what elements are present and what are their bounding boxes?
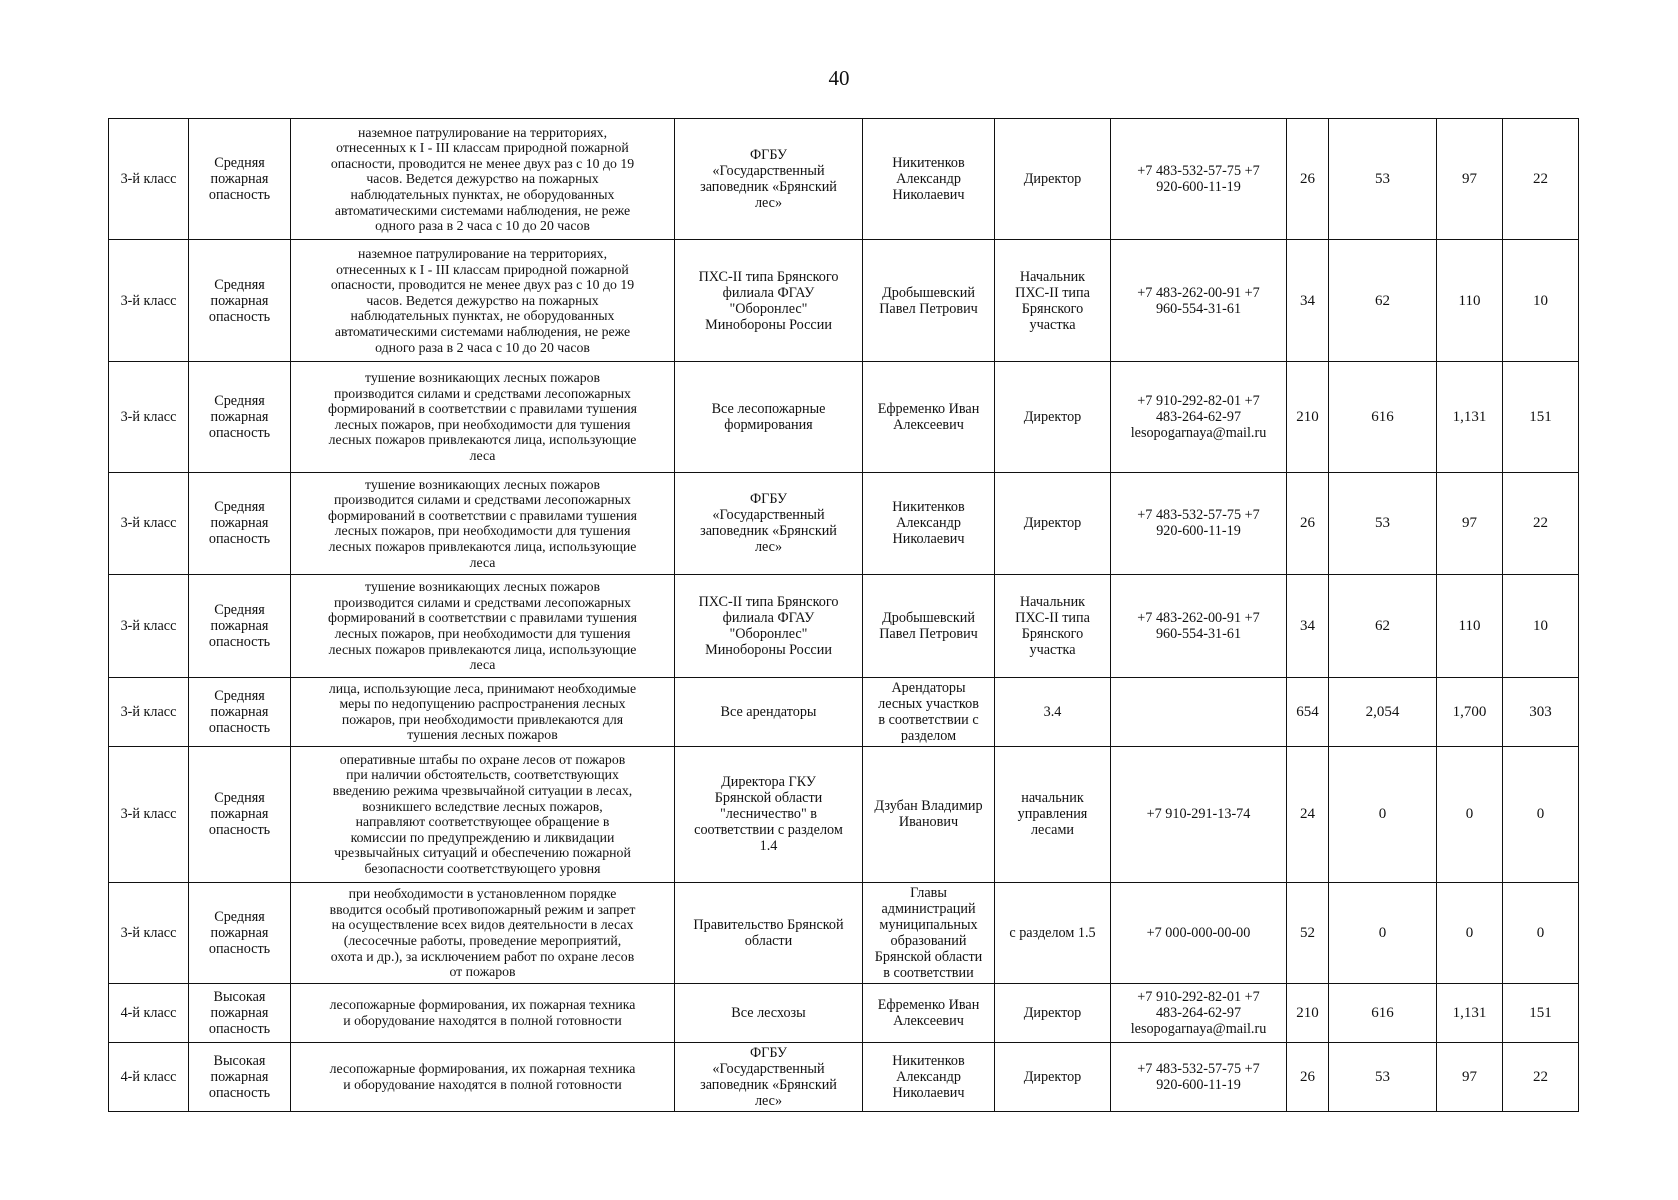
position-text: Директор [1023,1005,1082,1022]
responsible-person-cell [863,119,995,240]
count-value-4-cell [1503,240,1579,361]
contact-phone-text: +7 910-292-82-01 +7 483-264-62-97 lesopogarnaya@mail.ru [1130,392,1267,441]
count-value-4-text: 22 [1533,515,1548,532]
count-value-4-cell [1503,882,1579,983]
position-cell [995,677,1111,746]
measures-description-text: наземное патрулирование на территориях, отнесенных к I - III классам природной пожарной опасности, проводится не менее двух раз с 10 до 19 часов. Ведется дежурство на пожарных наблюдательных пунктах, не оборудованных автоматическими системами наблюдения, не реже одного раза в 2 часа с 10 до 20 часов [330,124,635,234]
measures-description-cell [291,472,675,575]
class-text: 3-й класс [120,408,177,425]
contact-phone-cell [1111,677,1287,746]
danger-level-text: Средняя пожарная опасность [208,790,271,839]
count-value-4-cell [1503,575,1579,678]
position-cell [995,746,1111,882]
danger-level-cell [189,240,291,361]
count-value-3-cell [1437,575,1503,678]
count-value-3-cell [1437,472,1503,575]
class-cell [109,119,189,240]
count-value-3-text: 97 [1462,1068,1477,1085]
organization-cell [675,677,863,746]
danger-level-cell [189,472,291,575]
count-value-2-text: 0 [1378,925,1387,942]
contact-phone-cell [1111,119,1287,240]
count-value-3-text: 1,700 [1452,703,1487,720]
responsible-person-text: Дробышевский Павел Петрович [879,284,978,317]
contact-phone-cell [1111,472,1287,575]
table-row [109,1042,1579,1111]
responsible-person-cell [863,472,995,575]
organization-cell [675,984,863,1043]
count-value-4-text: 0 [1536,925,1545,942]
organization-text: ФГБУ «Государственный заповедник «Брянский лес» [700,147,837,212]
danger-level-cell [189,984,291,1043]
personnel-count-text: 26 [1300,515,1315,532]
count-value-2-cell [1329,882,1437,983]
position-cell [995,1042,1111,1111]
organization-cell [675,119,863,240]
contact-phone-text: +7 483-262-00-91 +7 960-554-31-61 [1137,609,1260,642]
responsible-person-cell [863,677,995,746]
organization-cell [675,882,863,983]
organization-cell [675,472,863,575]
count-value-4-cell [1503,984,1579,1043]
position-text: Начальник ПХС-II типа Брянского участка [1015,593,1090,658]
measures-description-text: лесопожарные формирования, их пожарная техника и оборудование находятся в полной готовности [329,997,636,1029]
organization-text: Все арендаторы [720,703,817,720]
contact-phone-cell [1111,240,1287,361]
responsible-person-text: Ефременко Иван Алексеевич [877,400,980,433]
measures-description-cell [291,119,675,240]
position-text: Директор [1023,1068,1082,1085]
count-value-2-cell [1329,677,1437,746]
count-value-3-text: 0 [1465,925,1474,942]
personnel-count-cell [1287,119,1329,240]
measures-description-cell [291,1042,675,1111]
count-value-3-cell [1437,984,1503,1043]
contact-phone-text: +7 483-532-57-75 +7 920-600-11-19 [1137,507,1260,540]
organization-cell [675,746,863,882]
personnel-count-text: 654 [1296,703,1319,720]
count-value-2-text: 62 [1375,617,1390,634]
danger-level-cell [189,361,291,472]
class-text: 3-й класс [120,806,177,823]
table-row [109,472,1579,575]
contact-phone-text: +7 910-291-13-74 [1146,806,1251,823]
class-cell [109,882,189,983]
personnel-count-text: 210 [1296,1005,1319,1022]
organization-text: Все лесхозы [731,1005,806,1022]
class-cell [109,361,189,472]
count-value-2-text: 616 [1371,408,1394,425]
organization-cell [675,240,863,361]
personnel-count-text: 24 [1300,806,1315,823]
position-text: с разделом 1.5 [1009,925,1096,942]
contact-phone-cell [1111,746,1287,882]
count-value-4-text: 151 [1529,408,1552,425]
organization-text: ПХС-II типа Брянского филиала ФГАУ "Оборонлес" Минобороны России [698,268,839,333]
measures-description-cell [291,984,675,1043]
responsible-person-text: Главы администраций муниципальных образований Брянской области в соответствии [874,885,983,982]
measures-description-cell [291,882,675,983]
personnel-count-text: 26 [1300,171,1315,188]
class-text: 3-й класс [120,925,177,942]
count-value-2-cell [1329,746,1437,882]
personnel-count-cell [1287,1042,1329,1111]
position-cell [995,882,1111,983]
count-value-4-text: 22 [1533,171,1548,188]
table-row [109,984,1579,1043]
measures-description-cell [291,240,675,361]
table-row [109,575,1579,678]
class-text: 4-й класс [120,1068,177,1085]
count-value-4-text: 151 [1529,1005,1552,1022]
fire-response-table [108,118,1579,1112]
organization-text: Директора ГКУ Брянской области "лесничество" в соответствии с разделом 1.4 [694,774,843,855]
responsible-person-text: Никитенков Александр Николаевич [892,155,965,204]
personnel-count-cell [1287,240,1329,361]
position-text: начальник управления лесами [1017,790,1088,839]
count-value-2-text: 616 [1371,1005,1394,1022]
danger-level-text: Средняя пожарная опасность [208,601,271,650]
position-text: 3.4 [1043,703,1062,720]
measures-description-text: лица, использующие леса, принимают необходимые меры по недопущению распространения лесных пожаров, при необходимости привлекаются для тушения лесных пожаров [328,680,637,743]
position-cell [995,984,1111,1043]
count-value-2-cell [1329,119,1437,240]
danger-level-text: Средняя пожарная опасность [208,276,271,325]
count-value-3-cell [1437,746,1503,882]
danger-level-text: Средняя пожарная опасность [208,155,271,204]
organization-text: Все лесопожарные формирования [711,400,826,433]
danger-level-cell [189,677,291,746]
count-value-4-cell [1503,472,1579,575]
count-value-2-text: 0 [1378,806,1387,823]
count-value-3-text: 110 [1458,617,1481,634]
class-cell [109,472,189,575]
count-value-3-text: 1,131 [1452,408,1487,425]
personnel-count-text: 26 [1300,1068,1315,1085]
count-value-2-cell [1329,984,1437,1043]
count-value-3-cell [1437,882,1503,983]
count-value-2-cell [1329,240,1437,361]
count-value-2-text: 62 [1375,292,1390,309]
contact-phone-cell [1111,984,1287,1043]
position-text: Директор [1023,171,1082,188]
personnel-count-cell [1287,575,1329,678]
class-text: 3-й класс [120,171,177,188]
position-text: Директор [1023,515,1082,532]
count-value-4-cell [1503,1042,1579,1111]
responsible-person-cell [863,361,995,472]
responsible-person-cell [863,746,995,882]
measures-description-text: лесопожарные формирования, их пожарная техника и оборудование находятся в полной готовности [329,1061,636,1092]
position-cell [995,240,1111,361]
count-value-4-cell [1503,361,1579,472]
table-row [109,240,1579,361]
personnel-count-text: 34 [1300,617,1315,634]
count-value-2-text: 53 [1375,171,1390,188]
organization-text: ФГБУ «Государственный заповедник «Брянский лес» [700,1044,837,1109]
count-value-4-text: 303 [1529,703,1552,720]
class-text: 3-й класс [120,617,177,634]
page-number: 40 [828,66,850,90]
count-value-4-text: 22 [1533,1068,1548,1085]
table-row [109,677,1579,746]
responsible-person-cell [863,240,995,361]
class-cell [109,984,189,1043]
organization-cell [675,361,863,472]
responsible-person-cell [863,1042,995,1111]
position-text: Начальник ПХС-II типа Брянского участка [1015,268,1090,333]
personnel-count-cell [1287,361,1329,472]
count-value-3-text: 1,131 [1452,1005,1487,1022]
count-value-4-text: 10 [1533,617,1548,634]
count-value-3-text: 0 [1465,806,1474,823]
danger-level-text: Средняя пожарная опасность [208,687,271,736]
count-value-3-cell [1437,240,1503,361]
responsible-person-cell [863,882,995,983]
responsible-person-text: Дробышевский Павел Петрович [879,609,978,642]
class-text: 4-й класс [120,1005,177,1022]
measures-description-cell [291,575,675,678]
measures-description-text: тушение возникающих лесных пожаров производится силами и средствами лесопожарных формирований в соответствии с правилами тушения лесных пожаров, при необходимости для тушения лесных пожаров привлекаются лица, использующие леса [328,579,637,673]
personnel-count-cell [1287,677,1329,746]
personnel-count-text: 210 [1296,408,1319,425]
contact-phone-text: +7 483-262-00-91 +7 960-554-31-61 [1137,284,1260,317]
count-value-4-cell [1503,746,1579,882]
count-value-3-cell [1437,1042,1503,1111]
contact-phone-cell [1111,575,1287,678]
class-cell [109,575,189,678]
measures-description-text: при необходимости в установленном порядке вводится особый противопожарный режим и запрет на осуществление всех видов деятельности в лесах (лесосечные работы, проведение мероприятий, охота и др.), за исключением работ по охране лесов от пожаров [329,886,636,980]
count-value-2-cell [1329,472,1437,575]
danger-level-cell [189,1042,291,1111]
count-value-3-cell [1437,677,1503,746]
contact-phone-cell [1111,882,1287,983]
count-value-4-text: 10 [1533,292,1548,309]
danger-level-cell [189,575,291,678]
measures-description-text: тушение возникающих лесных пожаров производится силами и средствами лесопожарных формирований в соответствии с правилами тушения лесных пожаров, при необходимости для тушения лесных пожаров привлекаются лица, использующие леса [328,476,637,570]
count-value-4-cell [1503,119,1579,240]
personnel-count-cell [1287,984,1329,1043]
responsible-person-text: Никитенков Александр Николаевич [892,499,965,548]
class-cell [109,1042,189,1111]
count-value-4-cell [1503,677,1579,746]
organization-text: ФГБУ «Государственный заповедник «Брянский лес» [700,491,837,556]
measures-description-text: наземное патрулирование на территориях, отнесенных к I - III классам природной пожарной опасности, проводится не менее двух раз с 10 до 19 часов. Ведется дежурство на пожарных наблюдательных пунктах, не оборудованных автоматическими системами наблюдения, не реже одного раза в 2 часа с 10 до 20 часов [330,245,635,355]
measures-description-text: тушение возникающих лесных пожаров производится силами и средствами лесопожарных формирований в соответствии с правилами тушения лесных пожаров, при необходимости для тушения лесных пожаров привлекаются лица, использующие леса [328,369,637,463]
danger-level-cell [189,119,291,240]
count-value-2-cell [1329,361,1437,472]
danger-level-text: Средняя пожарная опасность [208,392,271,441]
count-value-2-text: 53 [1375,515,1390,532]
organization-cell [675,1042,863,1111]
contact-phone-text: +7 483-532-57-75 +7 920-600-11-19 [1137,163,1260,196]
count-value-2-text: 53 [1375,1068,1390,1085]
personnel-count-cell [1287,882,1329,983]
measures-description-text: оперативные штабы по охране лесов от пожаров при наличии обстоятельств, соответствующих введению режима чрезвычайной ситуации в лесах, возникшего вследствие лесных пожаров, направляют соответствующее обращение в комиссии по предупреждению и ликвидации чрезвычайных ситуаций и обеспечению пожарной безопасности соответствующего уровня [332,751,633,877]
position-cell [995,575,1111,678]
class-cell [109,677,189,746]
personnel-count-text: 34 [1300,292,1315,309]
class-text: 3-й класс [120,292,177,309]
position-text: Директор [1023,408,1082,425]
danger-level-text: Средняя пожарная опасность [208,909,271,958]
count-value-3-cell [1437,119,1503,240]
measures-description-cell [291,746,675,882]
responsible-person-text: Ефременко Иван Алексеевич [877,997,980,1030]
class-text: 3-й класс [120,703,177,720]
position-cell [995,361,1111,472]
danger-level-text: Средняя пожарная опасность [208,499,271,548]
table-body [109,119,1579,1112]
contact-phone-cell [1111,361,1287,472]
table-row [109,361,1579,472]
danger-level-cell [189,882,291,983]
organization-cell [675,575,863,678]
personnel-count-text: 52 [1300,925,1315,942]
measures-description-cell [291,677,675,746]
personnel-count-cell [1287,746,1329,882]
class-cell [109,240,189,361]
count-value-4-text: 0 [1536,806,1545,823]
organization-text: ПХС-II типа Брянского филиала ФГАУ "Оборонлес" Минобороны России [698,593,839,658]
count-value-3-cell [1437,361,1503,472]
responsible-person-text: Арендаторы лесных участков в соответствии с разделом [878,679,979,744]
count-value-3-text: 97 [1462,515,1477,532]
contact-phone-cell [1111,1042,1287,1111]
table-row [109,119,1579,240]
count-value-2-text: 2,054 [1365,703,1400,720]
contact-phone-text: +7 000-000-00-00 [1146,925,1251,942]
count-value-3-text: 110 [1458,292,1481,309]
class-text: 3-й класс [120,515,177,532]
contact-phone-text: +7 483-532-57-75 +7 920-600-11-19 [1137,1060,1260,1093]
class-cell [109,746,189,882]
count-value-2-cell [1329,575,1437,678]
responsible-person-text: Дзубан Владимир Иванович [874,798,983,831]
count-value-2-cell [1329,1042,1437,1111]
danger-level-cell [189,746,291,882]
table-row [109,746,1579,882]
responsible-person-cell [863,984,995,1043]
responsible-person-text: Никитенков Александр Николаевич [892,1052,965,1101]
responsible-person-cell [863,575,995,678]
organization-text: Правительство Брянской области [693,917,844,950]
contact-phone-text: +7 910-292-82-01 +7 483-264-62-97 lesopogarnaya@mail.ru [1130,989,1267,1038]
count-value-3-text: 97 [1462,171,1477,188]
position-cell [995,472,1111,575]
danger-level-text: Высокая пожарная опасность [208,1052,271,1101]
personnel-count-cell [1287,472,1329,575]
position-cell [995,119,1111,240]
table-row [109,882,1579,983]
danger-level-text: Высокая пожарная опасность [208,989,271,1038]
measures-description-cell [291,361,675,472]
